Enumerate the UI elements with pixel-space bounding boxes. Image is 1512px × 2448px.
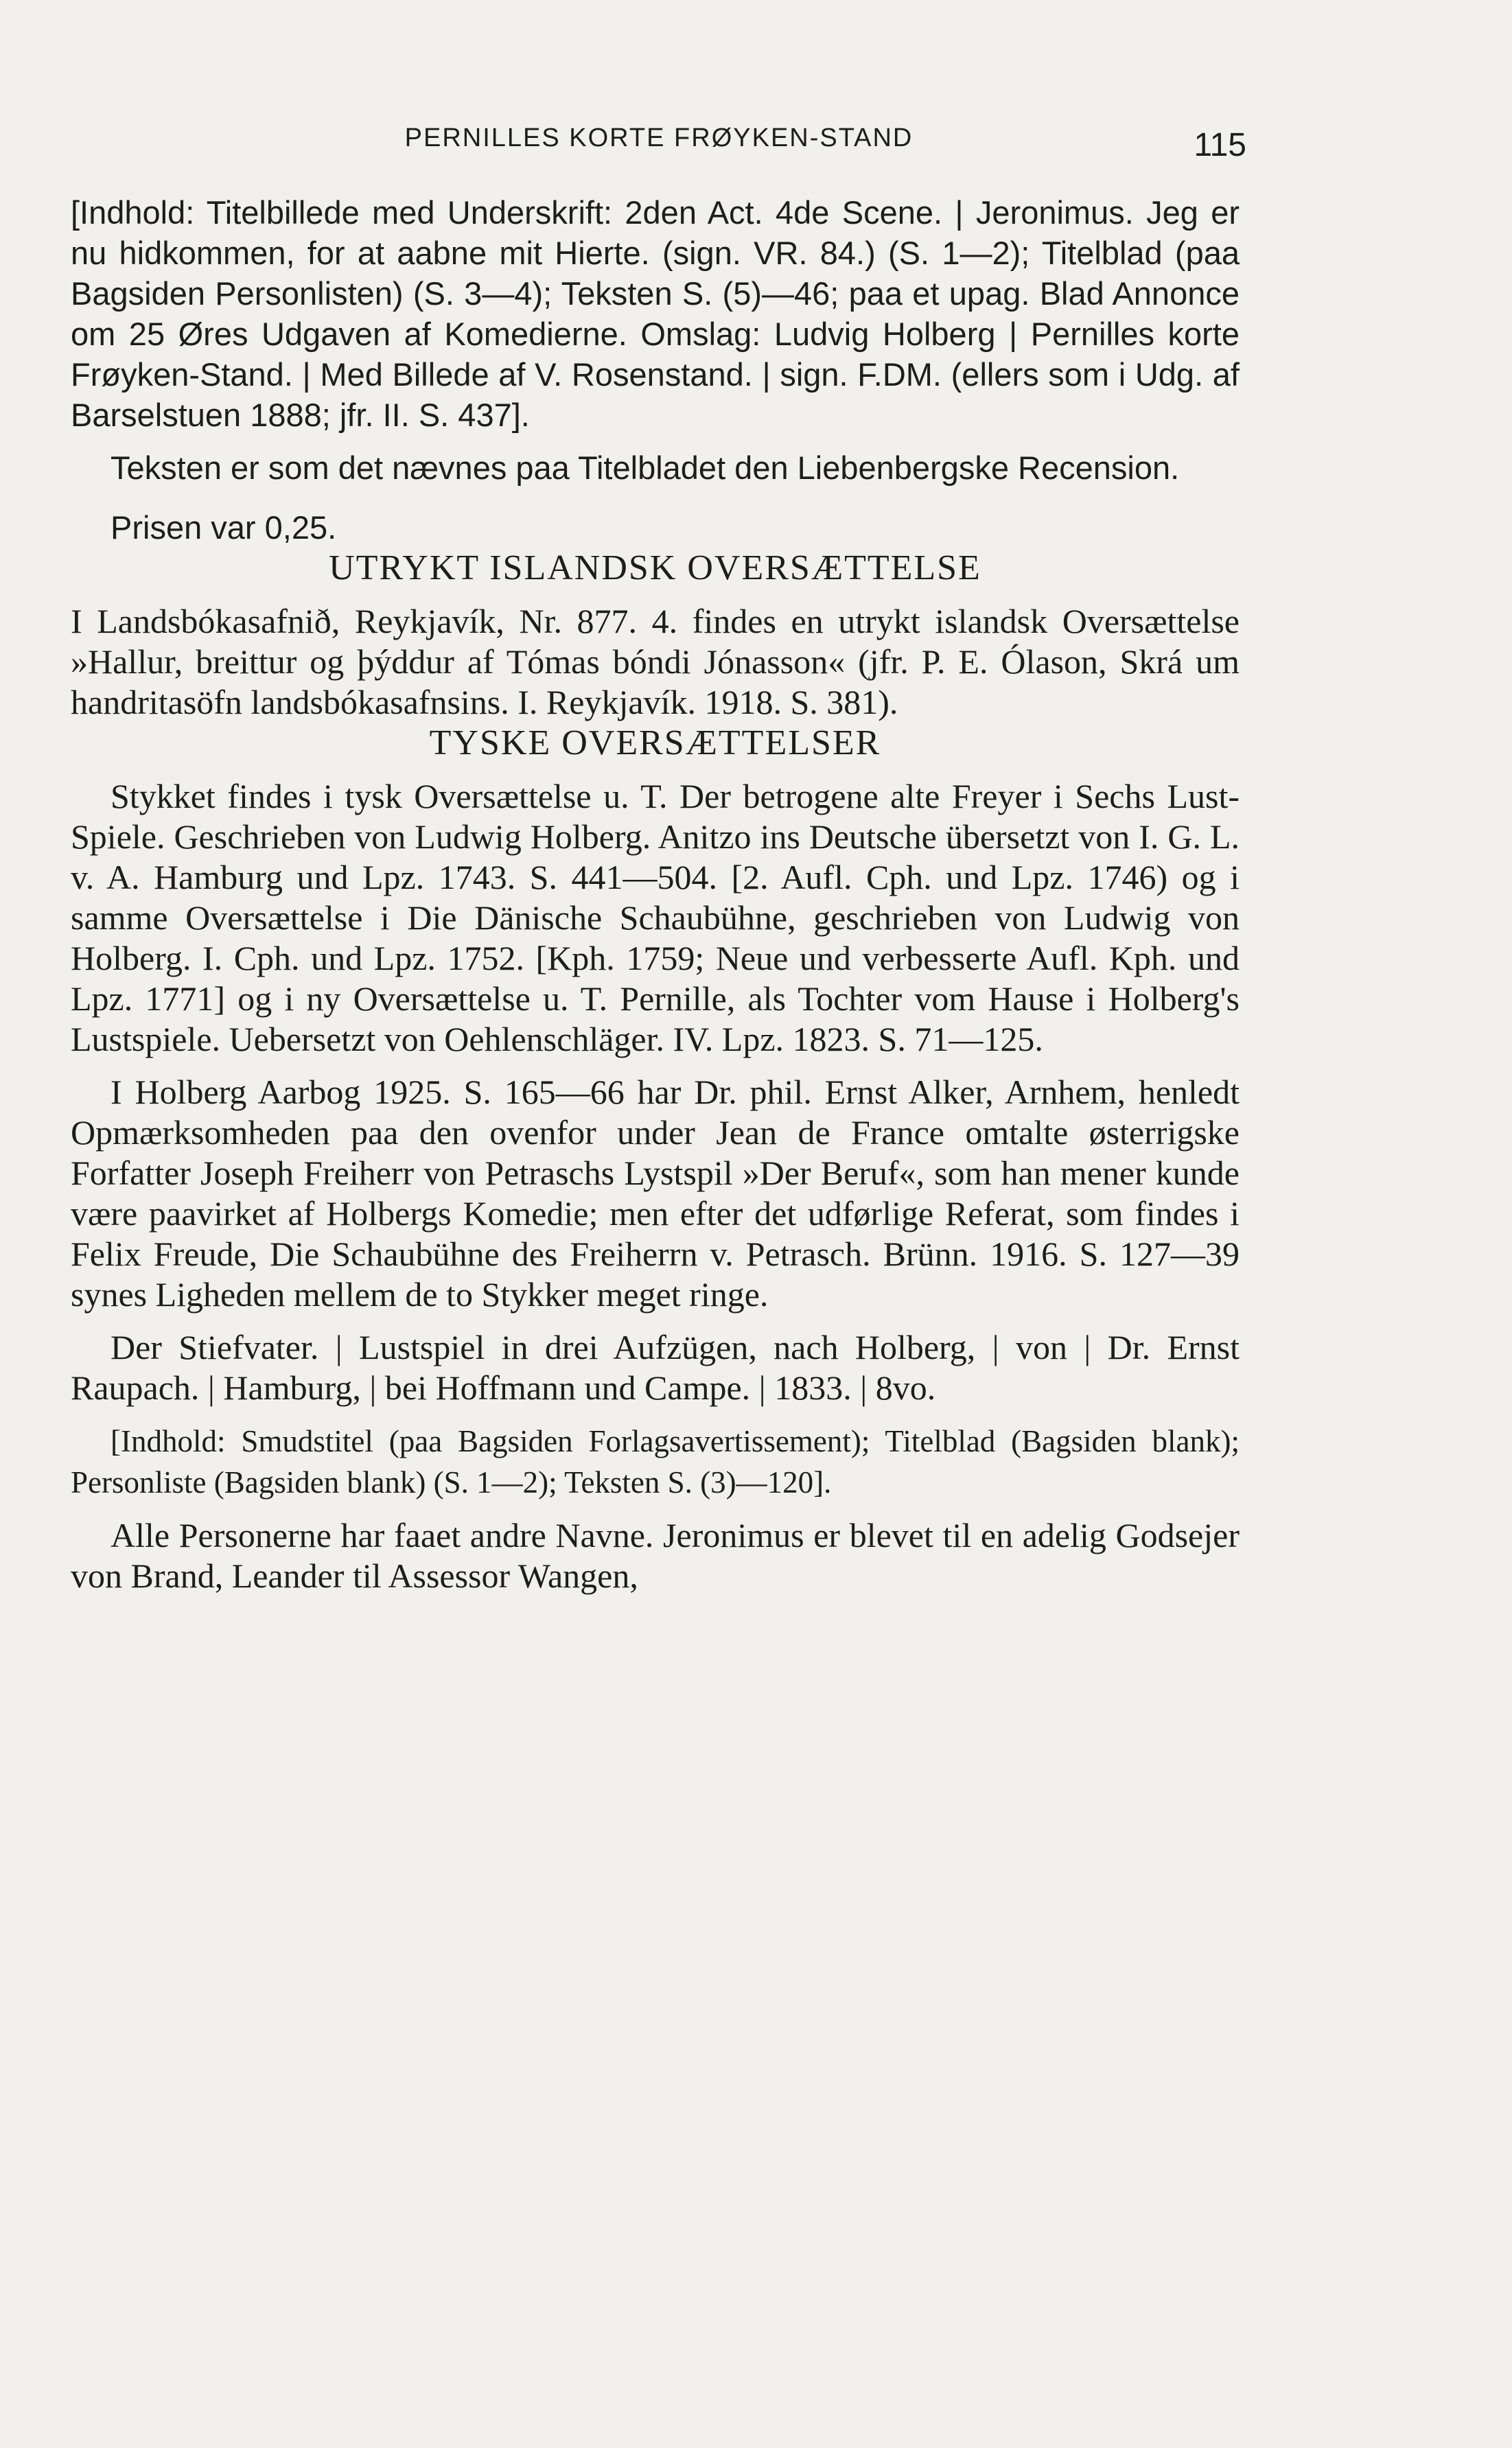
running-head: PERNILLES KORTE FRØYKEN-STAND — [404, 124, 914, 152]
page-number: 115 — [1194, 127, 1246, 163]
stiefvater-paragraph: Der Stiefvater. | Lustspiel in drei Aufzügen, nach Holberg, | von | Dr. Ernst Raupach. | Hamburg, | bei Hoffmann und Campe. | 1833. | 8vo. — [71, 1328, 1240, 1407]
recension-paragraph: Teksten er som det nævnes paa Titelbladet den Liebenbergske Recension. — [111, 450, 1180, 486]
stiefvater-contents-paragraph: [Indhold: Smudstitel (paa Bagsiden Forlagsavertissement); Titelblad (Bagsiden blank); Personliste (Bagsiden blank) (S. 1—2); Teksten S. (3)—120]. — [71, 1424, 1240, 1500]
section-heading-german: TYSKE OVERSÆTTELSER — [429, 723, 881, 762]
character-names-paragraph: Alle Personerne har faaet andre Navne. Jeronimus er blevet til en adelig Godsejer von Brand, Leander til Assessor Wangen, — [71, 1516, 1240, 1595]
holberg-aarbog-paragraph: I Holberg Aarbog 1925. S. 165—66 har Dr. phil. Ernst Alker, Arnhem, henledt Opmærksomheden paa den ovenfor under Jean de France omtalte østerrigske Forfatter Joseph Freiherr von Petraschs Lystspil »Der Beruf«, som han mener kunde være paavirket af Holbergs Komedie; men efter det udførlige Referat, som findes i Felix Freude, Die Schaubühne des Freiherrn v. Petrasch. Brünn. 1916. S. 127—39 synes Ligheden mellem de to Stykker meget ringe. — [71, 1073, 1240, 1314]
price-paragraph: Prisen var 0,25. — [111, 509, 337, 546]
contents-note-paragraph: [Indhold: Titelbillede med Underskrift: 2den Act. 4de Scene. | Jeronimus. Jeg er nu hidkommen, for at aabne mit Hierte. (sign. VR. 84.) (S. 1—2); Titelblad (paa Bagsiden Personlisten) (S. 3—4); Teksten S. (5)—46; paa et upag. Blad Annonce om 25 Øres Udgaven af Komedierne. Omslag: Ludvig Holberg | Pernilles korte Frøyken-Stand. | Med Billede af V. Rosenstand. | sign. F.DM. (ellers som i Udg. af Barselstuen 1888; jfr. II. S. 437]. — [71, 194, 1240, 433]
icelandic-translation-paragraph: I Landsbókasafnið, Reykjavík, Nr. 877. 4. findes en utrykt islandsk Oversættelse »Hallur, breittur og þýddur af Tómas bóndi Jónasson« (jfr. P. E. Ólason, Skrá um handritasöfn landsbókasafnsins. I. Reykjavík. 1918. S. 381). — [71, 602, 1240, 721]
section-heading-icelandic: UTRYKT ISLANDSK OVERSÆTTELSE — [329, 548, 981, 587]
page-content — [71, 192, 1240, 1596]
german-translation-paragraph: Stykket findes i tysk Oversættelse u. T. Der betrogene alte Freyer i Sechs Lust-Spiele. Geschrieben von Ludwig Holberg. Anitzo ins Deutsche übersetzt von I. G. L. v. A. Hamburg und Lpz. 1743. S. 441—504. [2. Aufl. Cph. und Lpz. 1746) og i samme Oversættelse i Die Dänische Schaubühne, geschrieben von Ludwig von Holberg. I. Cph. und Lpz. 1752. [Kph. 1759; Neue und verbesserte Aufl. Kph. und Lpz. 1771] og i ny Oversættelse u. T. Pernille, als Tochter vom Hause i Holberg's Lustspiele. Uebersetzt von Oehlenschläger. IV. Lpz. 1823. S. 71—125. — [71, 777, 1240, 1058]
